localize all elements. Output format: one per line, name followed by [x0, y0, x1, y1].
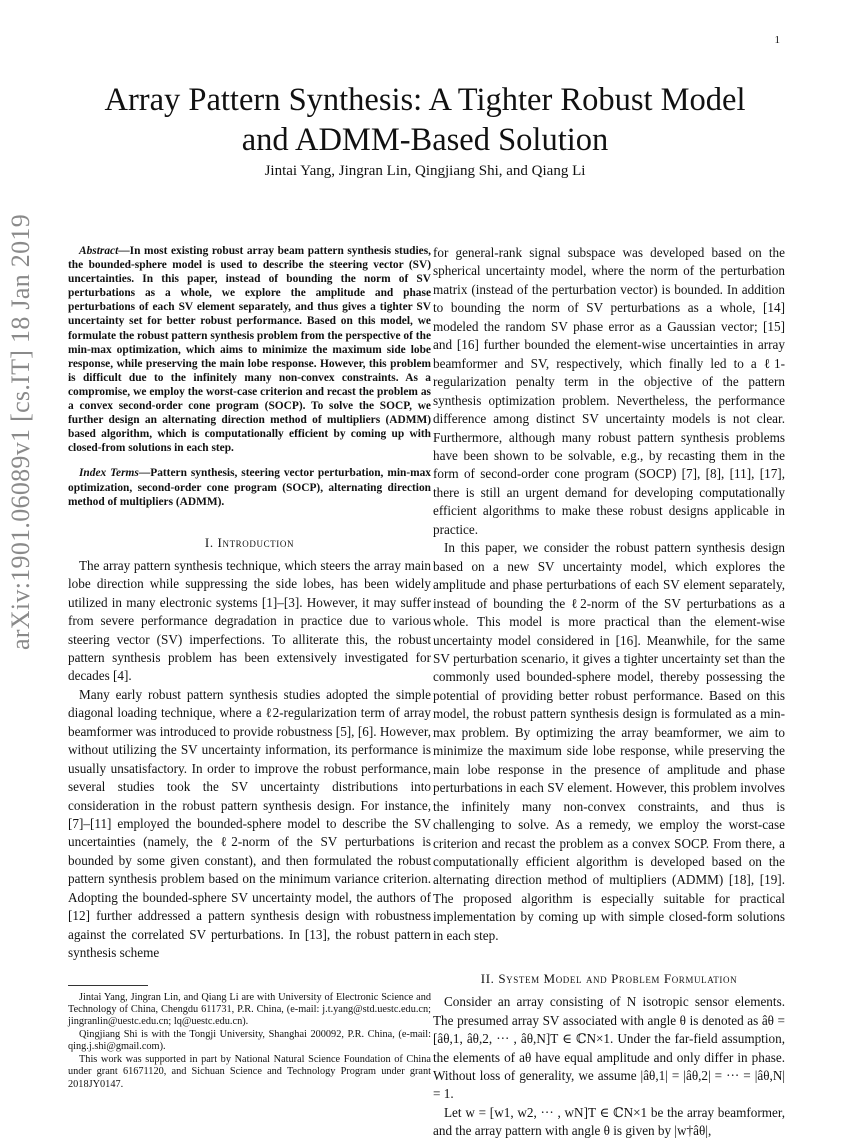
- left-column: [68, 244, 431, 1091]
- abstract-label: Abstract: [79, 245, 119, 257]
- abstract: [68, 244, 431, 455]
- author-list: Jintai Yang, Jingran Lin, Qingjiang Shi, and Qiang Li: [264, 163, 586, 179]
- footnote: Qingjiang Shi is with the Tongji University, Shanghai 200092, P.R. China, (e-mail: qing.j.shi@gmail.com).: [68, 1028, 431, 1053]
- title-line: Array Pattern Synthesis: A Tighter Robust Model: [104, 82, 746, 118]
- index-terms-text: —Pattern synthesis, steering vector perturbation, min-max optimization, second-order cone program (SOCP), alternating direction method of multipliers (ADMM).: [68, 467, 431, 508]
- abstract-text: —In most existing robust array beam pattern synthesis studies, the bounded-sphere model is used to describe the steering vector (SV) uncertainties. In this paper, instead of bounding the norm of SV perturbations as a whole, we explore the amplitude and phase perturbations of each SV element separately, and thus gives a tighter SV uncertainty set for better robust performance. Based on this model, we formulate the robust pattern synthesis problem from the perspective of the min-max optimization, which aims to minimize the maximum side lobe response, while preserving the main lobe response. However, this problem is difficult due to the infinitely many non-convex constraints. As a compromise, we employ the worst-case criterion and recast the problem as a convex second-order cone program (SOCP). To solve the SOCP, we further design an alternating direction method of multipliers (ADMM) based algorithm, which is computationally efficient by coming up with closed-from solutions in each step.: [68, 245, 431, 455]
- section-heading-introduction: I. Introduction: [204, 534, 295, 550]
- title-line: and ADMM-Based Solution: [241, 122, 609, 158]
- footnote-rule: [68, 985, 148, 986]
- paragraph: The array pattern synthesis technique, which steers the array main lobe direction while suppressing the side lobes, has been widely utilized in many electronic systems [1]–[3]. However, it may suffer from severe performance degradation in practice due to various steering vector (SV) imperfections. To alliterate this, the robust pattern synthesis problem has been extensively investigated for decades [4].: [68, 557, 431, 684]
- footnote: This work was supported in part by National Natural Science Foundation of China under grant 61671120, and Sichuan Science and Technology Program under grant 2018JY0147.: [68, 1053, 431, 1090]
- paragraph: Let w = [w1, w2, ··· , wN]T ∈ ℂN×1 be the array beamformer, and the array pattern with angle θ is given by |w†âθ|,: [433, 1104, 785, 1139]
- right-column: [433, 244, 785, 1141]
- section-heading-system-model: II. System Model and Problem Formulation: [480, 971, 738, 987]
- paragraph: for general-rank signal subspace was developed based on the spherical uncertainty model, where the norm of the perturbation matrix (instead of the perturbation vector) is bounded. In addition to bounding the norm of SV perturbations as a whole, [14] modeled the random SV phase error as a Gaussian vector; [15] and [16] further bounded the element-wise uncertainties in array beamformer and SV, respectively, which finally led to a ℓ1-regularization penalty term in the objective of the pattern synthesis optimization problem. Nevertheless, the performance difference among distinct SV uncertainty models is not clear. Furthermore, although many robust pattern synthesis problems have been shown to be solvable, e.g., by recasting them in the form of second-order cone program (SOCP) [7], [8], [11], [17], there is still an urgent demand for developing computationally efficient algorithms to make these robust designs applicable in practice.: [433, 245, 785, 537]
- paragraph: Many early robust pattern synthesis studies adopted the simple diagonal loading technique, where a ℓ2-regularization term of array beamformer was introduced to provide robustness [5], [6]. However, without utilizing the SV uncertainty information, its performance is usually unsatisfactory. In order to improve the robust performance, several studies took the SV uncertainty distributions into consideration in the robust pattern synthesis design. For instance, [7]–[11] employed the bounded-sphere model to describe the SV uncertainties (namely, the ℓ2-norm of the SV perturbations is bounded by some given constant), and then formulated the robust pattern synthesis problem based on the minimum variance criterion. Adopting the bounded-sphere SV uncertainty model, the authors of [12] further addressed a pattern synthesis design with robustness against the correlated SV perturbations. In [13], the robust pattern synthesis scheme: [68, 686, 431, 961]
- paper-title: [0, 80, 850, 160]
- index-terms: [68, 466, 431, 508]
- index-terms-label: Index Terms: [79, 467, 139, 480]
- paragraph: Consider an array consisting of N isotropic sensor elements. The presumed array SV associated with angle θ is denoted as âθ = [âθ,1, âθ,2, ··· , âθ,N]T ∈ ℂN×1. Under the far-field assumption, the elements of aθ have equal amplitude and only differ in phase. Without loss of generality, we assume |âθ,1| = |âθ,2| = ··· = |âθ,N| = 1.: [433, 994, 785, 1102]
- page-number: 1: [774, 34, 780, 46]
- paragraph: In this paper, we consider the robust pattern synthesis design based on a new SV uncertainty model, which explores the amplitude and phase perturbations of each SV element separately, instead of bounding the ℓ2-norm of the SV perturbations as a whole. This model is more practical than the element-wise uncertainty model considered in [16]. Meanwhile, for the same SV perturbation scenario, it gives a tighter uncertainty set than the commonly used bounded-sphere model, thereby possessing the potential of providing better robust performance. Based on this model, the robust pattern synthesis design is formulated as a min-max problem. By optimizing the array beamformer, we aim to minimize the maximum side lobe response, while preserving the main lobe response in the presence of amplitude and phase perturbations in each SV element. However, this problem involves the infinitely many non-convex constraints, and thus is challenging to solve. As a remedy, we employ the worst-case criterion and recast the problem as a convex SOCP. From there, a computationally efficient algorithm is developed based on the alternating direction method of multipliers (ADMM) [18], [19]. The proposed algorithm is especially suitable for practical implementation by coming up with simple closed-form solutions in each step.: [433, 540, 785, 943]
- footnote: Jintai Yang, Jingran Lin, and Qiang Li are with University of Electronic Science and Technology of China, Chengdu 611731, P.R. China, (e-mail: j.t.yang@std.uestc.edu.cn; jingranlin@uestc.edu.cn; lq@uestc.edu.cn).: [68, 991, 431, 1028]
- arxiv-stamp: arXiv:1901.06089v1 [cs.IT] 18 Jan 2019: [6, 214, 35, 650]
